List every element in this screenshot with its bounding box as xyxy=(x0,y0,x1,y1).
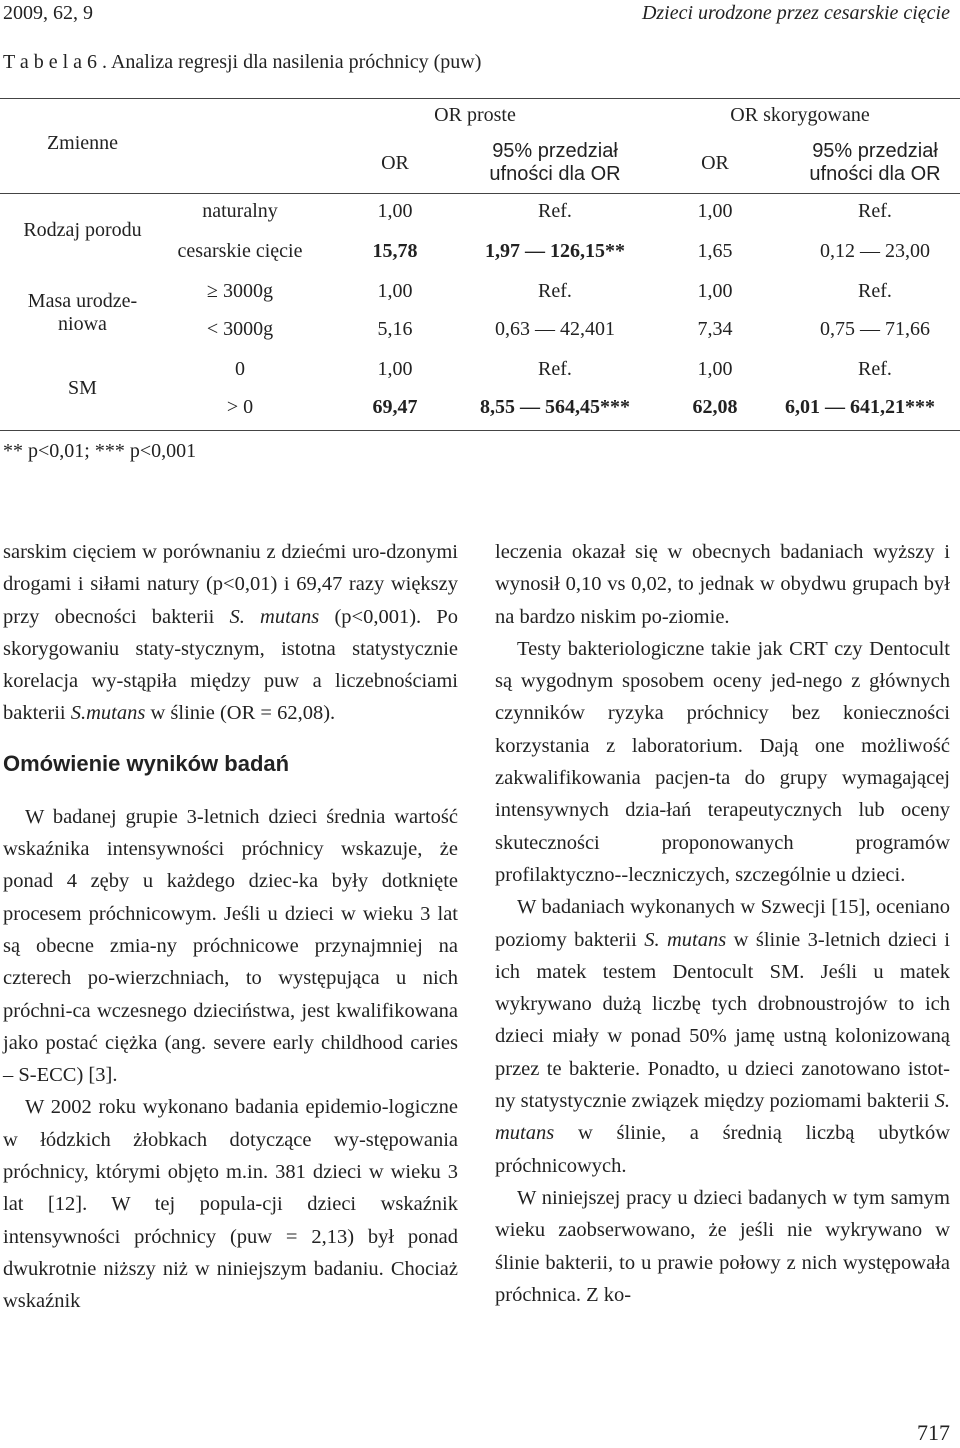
journal-issue: 2009, 62, 9 xyxy=(3,2,93,24)
table-footnote: ** p<0,01; *** p<0,001 xyxy=(3,440,197,462)
row-level: 0 xyxy=(235,358,245,380)
row-or-adjusted: 1,00 xyxy=(697,358,733,380)
row-level: naturalny xyxy=(202,200,278,222)
header-or-adjusted: OR skorygowane xyxy=(730,104,870,126)
row-or-adjusted: 1,00 xyxy=(697,200,733,222)
row-or-simple: 1,00 xyxy=(377,358,413,380)
header-or-simple: OR proste xyxy=(434,104,516,126)
table-caption: T a b e l a 6 . Analiza regresji dla nasilenia próchnicy (puw) xyxy=(3,51,482,73)
row-ci-adjusted: 6,01 — 641,21*** xyxy=(785,396,935,418)
row-or-simple: 69,47 xyxy=(372,396,418,418)
row-or-adjusted: 7,34 xyxy=(697,318,733,340)
row-ci-simple: Ref. xyxy=(538,358,572,380)
row-or-simple: 15,78 xyxy=(372,240,418,262)
row-or-simple: 1,00 xyxy=(377,200,413,222)
table-top-rule xyxy=(0,98,960,99)
row-ci-simple: 8,55 — 564,45*** xyxy=(480,396,630,418)
paragraph: W badanej grupie 3-letnich dzieci średnia wartość wskaźnika intensywności próchnicy wskazuje, że ponad 4 zęby u każdego dziec-ka były dotknięte procesem próchnicowym. Jeśli u dzieci w wieku 3 lat są obecne zmia-ny próchnicowe przynajmniej na czterech po-wierzchniach, to występująca u nich próchni-ca wczesnego dzieciństwa, jest kwalifikowana jako postać ciężka (ang. severe early childhood caries – S-ECC) [3]. xyxy=(3,805,458,1087)
row-level: cesarskie cięcie xyxy=(177,240,303,262)
row-or-adjusted: 62,08 xyxy=(692,396,738,418)
row-or-simple: 1,00 xyxy=(377,280,413,302)
paragraph: leczenia okazał się w obecnych badaniach wyższy i wynosił 0,10 vs 0,02, to jednak w obydwu grupach był na bardzo niskim po-ziomie. xyxy=(495,541,950,628)
paragraph: Testy bakteriologiczne takie jak CRT czy Dentocult są wygodnym sposobem oceny jed-nego z głównych czynników ryzyka próchnicy bez konieczności korzystania z laboratorium. Dają one możliwość zakwalifikowania pacjen-ta do grupy wymagającej intensywnych dzia-łań terapeutycznych lub oceny skuteczności proponowanych programów profilaktyczno--leczniczych, szczególnie u dzieci. xyxy=(495,637,950,886)
row-or-adjusted: 1,00 xyxy=(697,280,733,302)
table-header-rule xyxy=(0,193,960,194)
row-ci-adjusted: Ref. xyxy=(858,358,892,380)
row-or-adjusted: 1,65 xyxy=(697,240,733,262)
page-number: 717 xyxy=(917,1420,950,1445)
paragraph: W niniejszej pracy u dzieci badanych w tym samym wieku zaobserwowano, że jeśli nie wykrywano w ślinie bakterii, to u prawie połowy z nich występowała próchnica. Z ko- xyxy=(495,1186,950,1306)
row-ci-adjusted: Ref. xyxy=(858,200,892,222)
running-title: Dzieci urodzone przez cesarskie cięcie xyxy=(641,2,950,24)
row-or-simple: 5,16 xyxy=(377,318,413,340)
row-level: < 3000g xyxy=(206,318,274,340)
header-or-1: OR xyxy=(381,152,409,174)
row-ci-simple: 0,63 — 42,401 xyxy=(495,318,615,340)
row-ci-adjusted: 0,12 — 23,00 xyxy=(820,240,930,262)
paragraph: W badaniach wykonanych w Szwecji [15], oceniano poziomy bakterii S. mutans w ślinie 3-letnich dzieci i ich matek testem Dentocult SM. Jeśli u matek wykrywano dużą liczbę tych drobnoustrojów to ich dzieci miały w ponad 50% jamę ustną kolonizowaną przez te bakterie. Ponadto, u dzieci zanotowano istot-ny statystycznie związek między poziomami bakterii S. mutans w ślinie, a średnią liczbą ubytków próchnicowych. xyxy=(495,896,951,1177)
row-ci-adjusted: 0,75 — 71,66 xyxy=(820,318,930,340)
header-or-2: OR xyxy=(701,152,729,174)
paragraph: sarskim cięciem w porównaniu z dziećmi uro-dzonymi drogami i siłami natury (p<0,01) i 69,47 razy większy przy obecności bakterii S. mutans (p<0,001). Po skorygowaniu staty-stycznym, istotna statystycznie korelacja wy-stąpiła między puw a liczebnościami bakterii S.mutans w ślinie (OR = 62,08). xyxy=(3,541,458,725)
section-heading: Omówienie wyników badań xyxy=(3,750,290,776)
right-column xyxy=(495,536,950,1311)
header-ci-2: 95% przedział ufności dla OR xyxy=(809,140,941,185)
paragraph: W 2002 roku wykonano badania epidemio-logiczne w łódzkich żłobkach dotyczące wy-stępowania próchnicy, którymi objęto m.in. 381 dzieci w wieku 3 lat [12]. W tej popula-cji dzieci wskaźnik intensywności próchnicy (puw = 2,13) był ponad dwukrotnie niższy niż w niniejszym badaniu. Chociaż wskaźnik xyxy=(3,1096,458,1313)
header-variables: Zmienne xyxy=(46,132,119,154)
group-label-birthweight: Masa urodze- niowa xyxy=(27,290,138,335)
table-bottom-rule xyxy=(0,430,960,431)
row-ci-adjusted: Ref. xyxy=(858,280,892,302)
header-ci-1: 95% przedział ufności dla OR xyxy=(489,140,621,185)
row-ci-simple: Ref. xyxy=(538,200,572,222)
row-level: > 0 xyxy=(226,396,254,418)
group-label-sm: SM xyxy=(68,377,97,399)
row-level: ≥ 3000g xyxy=(207,280,273,302)
row-ci-simple: 1,97 — 126,15** xyxy=(485,240,625,262)
row-ci-simple: Ref. xyxy=(538,280,572,302)
group-label-delivery: Rodzaj porodu xyxy=(23,219,142,241)
left-column xyxy=(3,536,458,1318)
